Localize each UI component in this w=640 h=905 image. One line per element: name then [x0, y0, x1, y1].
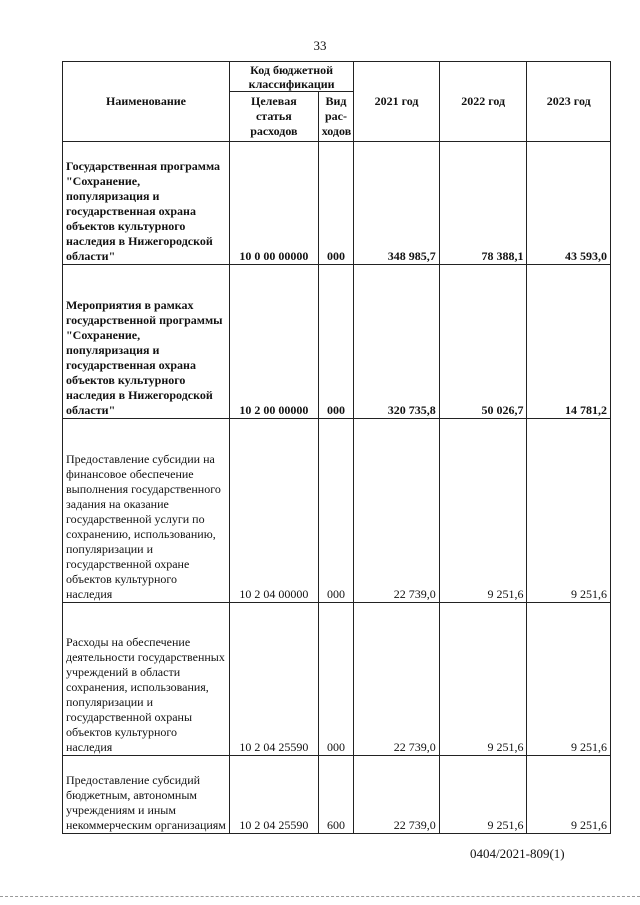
row-value-2021: 348 985,7 — [354, 142, 440, 265]
row-target-code: 10 2 04 25590 — [230, 756, 319, 834]
row-name: Расходы на обеспечение деятельности государственных учреждений в области сохранения, использования, популяризации и государственной охраны объектов культурного наследия — [63, 603, 230, 756]
header-target-item: Целевая статья расходов — [230, 92, 319, 142]
row-target-code: 10 2 04 25590 — [230, 603, 319, 756]
row-name: Государственная программа "Сохранение, популяризация и государственная охрана объектов культурного наследия в Нижегородской области" — [63, 142, 230, 265]
row-name: Предоставление субсидий бюджетным, автономным учреждениям и иным некоммерческим организациям — [63, 756, 230, 834]
row-target-code: 10 0 00 00000 — [230, 142, 319, 265]
row-expense-type: 000 — [318, 265, 354, 419]
row-expense-type: 000 — [318, 142, 354, 265]
row-name: Мероприятия в рамках государственной программы "Сохранение, популяризация и государственная охрана объектов культурного наследия в Нижегородской области" — [63, 265, 230, 419]
footer-divider — [0, 896, 640, 897]
header-expense-type: Вид рас-ходов — [318, 92, 354, 142]
row-value-2021: 22 739,0 — [354, 756, 440, 834]
budget-table — [62, 61, 611, 834]
row-value-2022: 78 388,1 — [439, 142, 527, 265]
header-budget-code: Код бюджетной классификации — [230, 62, 354, 92]
table-row — [63, 419, 611, 603]
header-year-2021: 2021 год — [354, 62, 440, 142]
row-value-2023: 9 251,6 — [527, 603, 611, 756]
table-row — [63, 603, 611, 756]
row-value-2021: 320 735,8 — [354, 265, 440, 419]
table-row — [63, 265, 611, 419]
header-name: Наименование — [63, 62, 230, 142]
row-target-code: 10 2 04 00000 — [230, 419, 319, 603]
table-row — [63, 756, 611, 834]
row-value-2022: 50 026,7 — [439, 265, 527, 419]
row-value-2022: 9 251,6 — [439, 756, 527, 834]
row-name: Предоставление субсидии на финансовое обеспечение выполнения государственного задания на оказание государственной услуги по сохранению, использованию, популяризации и государственной охране объектов культурного наследия — [63, 419, 230, 603]
page-number: 33 — [313, 38, 327, 53]
row-value-2021: 22 739,0 — [354, 603, 440, 756]
table-row — [63, 142, 611, 265]
row-value-2022: 9 251,6 — [439, 603, 527, 756]
row-value-2023: 43 593,0 — [527, 142, 611, 265]
row-expense-type: 000 — [318, 603, 354, 756]
header-year-2023: 2023 год — [527, 62, 611, 142]
row-expense-type: 000 — [318, 419, 354, 603]
row-value-2022: 9 251,6 — [439, 419, 527, 603]
row-expense-type: 600 — [318, 756, 354, 834]
row-value-2023: 14 781,2 — [527, 265, 611, 419]
row-value-2023: 9 251,6 — [527, 756, 611, 834]
row-value-2021: 22 739,0 — [354, 419, 440, 603]
row-target-code: 10 2 00 00000 — [230, 265, 319, 419]
header-year-2022: 2022 год — [439, 62, 527, 142]
document-code: 0404/2021-809(1) — [470, 846, 565, 861]
row-value-2023: 9 251,6 — [527, 419, 611, 603]
